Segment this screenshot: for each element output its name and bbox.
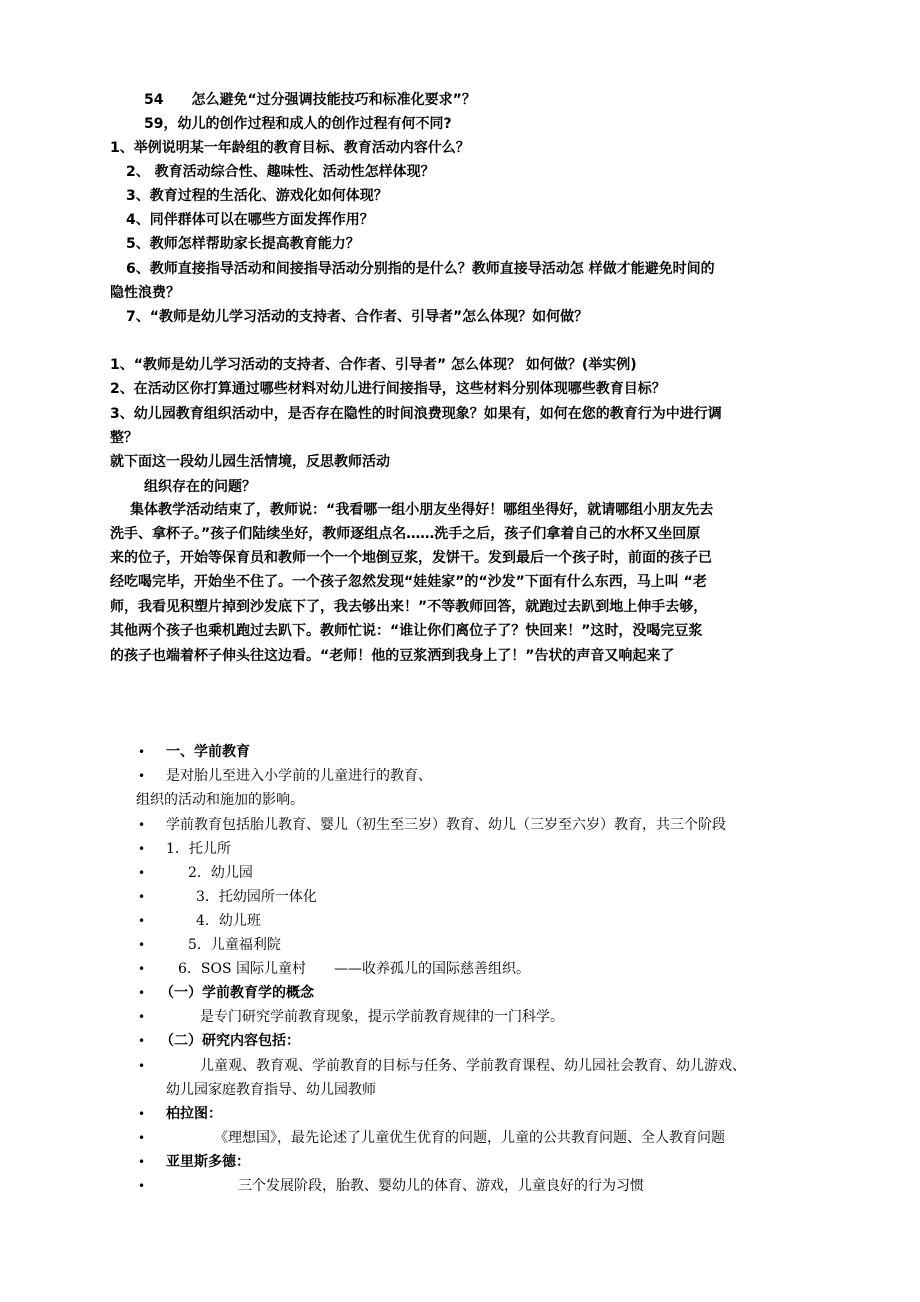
heading-research-content: （二）研究内容包括： xyxy=(160,1033,300,1049)
aristotle-text: 三个发展阶段，胎教、婴幼儿的体育、游戏，儿童良好的行为习惯 xyxy=(238,1178,644,1194)
definition-line-2: 组织的活动和施加的影响。 xyxy=(136,792,304,808)
question-a3: 3、教育过程的生活化、游戏化如何体现？ xyxy=(126,188,388,204)
definition-line-1: 是对胎儿至进入小学前的儿童进行的教育、 xyxy=(166,768,432,784)
stages-text: 学前教育包括胎儿教育、婴儿（初生至三岁）教育、幼儿（三岁至六岁）教育，共三个阶段 xyxy=(166,817,726,833)
bullet: • xyxy=(138,914,146,928)
bullet: • xyxy=(138,842,146,856)
bullet: • xyxy=(138,1059,146,1073)
list-item: 1．托儿所 xyxy=(166,841,231,857)
heading-plato: 柏拉图： xyxy=(166,1106,222,1122)
bullet: • xyxy=(138,1107,146,1121)
scenario-intro: 就下面这一段幼儿园生活情境，反思教师活动 xyxy=(110,454,390,470)
list-item: 6．SOS 国际儿童村 ——收养孤儿的国际慈善组织。 xyxy=(178,961,531,977)
scenario-intro-cont: 组织存在的问题？ xyxy=(144,479,256,495)
research-content-line-1: 儿童观、教育观、学前教育的目标与任务、学前教育课程、幼儿园社会教育、幼儿游戏、 xyxy=(200,1058,746,1074)
bullet: • xyxy=(138,818,146,832)
story-line-4: 经吃喝完毕，开始坐不住了。一个孩子忽然发现“娃娃家”的“沙发”下面有什么东西，马上叫 “老 xyxy=(110,574,707,590)
list-item: 5．儿童福利院 xyxy=(188,937,281,953)
question-a5: 5、教师怎样帮助家长提高教育能力？ xyxy=(126,236,360,252)
story-line-3: 来的位子，开始等保育员和教师一个一个地倒豆浆，发饼干。发到最后一个孩子时，前面的孩子已 xyxy=(110,550,712,566)
bullet: • xyxy=(138,1155,146,1169)
bullet: • xyxy=(138,890,146,904)
story-line-1: 集体教学活动结束了，教师说：“我看哪一组小朋友坐得好！哪组坐得好，就请哪组小朋友先去 xyxy=(130,502,714,518)
heading-concept: （一）学前教育学的概念 xyxy=(160,985,314,1001)
heading-preschool-education: 一、学前教育 xyxy=(166,744,250,760)
list-item: 3．托幼园所一体化 xyxy=(196,889,317,905)
question-b3: 3、幼儿园教育组织活动中，是否存在隐性的时间浪费现象？如果有，如何在您的教育行为中进行调 xyxy=(110,406,722,422)
bullet: • xyxy=(138,769,146,783)
story-line-5: 师，我看见积塑片掉到沙发底下了，我去够出来！”不等教师回答，就跑过去趴到地上伸手去够， xyxy=(110,599,708,615)
concept-text: 是专门研究学前教育现象，提示学前教育规律的一门科学。 xyxy=(200,1009,564,1025)
question-a6-cont: 隐性浪费？ xyxy=(110,285,180,301)
bullet: • xyxy=(138,962,146,976)
list-item: 2．幼儿园 xyxy=(188,865,253,881)
bullet: • xyxy=(138,1131,146,1145)
list-item: 4．幼儿班 xyxy=(196,913,261,929)
question-59: 59，幼儿的创作过程和成人的创作过程有何不同? xyxy=(144,116,452,132)
question-a1: 1、举例说明某一年龄组的教育目标、教育活动内容什么？ xyxy=(110,140,470,156)
story-line-2: 洗手、拿杯子。”孩子们陆续坐好，教师逐组点名……洗手之后，孩子们拿着自己的水杯又坐回原 xyxy=(110,526,701,542)
question-a4: 4、同伴群体可以在哪些方面发挥作用？ xyxy=(126,212,374,228)
bullet: • xyxy=(138,745,146,759)
question-b1: 1、“教师是幼儿学习活动的支持者、合作者、引导者” 怎么体现？ 如何做？(举实例) xyxy=(110,357,637,373)
story-line-7: 的孩子也端着杯子伸头往这边看。“老师！他的豆浆洒到我身上了！”告状的声音又响起来了 xyxy=(110,648,675,664)
plato-text: 《理想国》，最先论述了儿童优生优育的问题，儿童的公共教育问题、全人教育问题 xyxy=(214,1130,725,1146)
research-content-line-2: 幼儿园家庭教育指导、幼儿园教师 xyxy=(166,1082,376,1098)
story-line-6: 其他两个孩子也乘机跑过去趴下。教师忙说：“谁让你们离位子了？快回来！”这时，没喝完豆浆 xyxy=(110,623,703,639)
bullet: • xyxy=(138,866,146,880)
question-a7: 7、“教师是幼儿学习活动的支持者、合作者、引导者”怎么体现？如何做？ xyxy=(126,309,589,325)
question-b3-cont: 整？ xyxy=(110,430,138,446)
question-a2: 2、 教育活动综合性、趣味性、活动性怎样体现？ xyxy=(126,164,435,180)
heading-aristotle: 亚里斯多德： xyxy=(166,1154,250,1170)
bullet: • xyxy=(138,1179,146,1193)
bullet: • xyxy=(138,986,146,1000)
question-b2: 2、在活动区你打算通过哪些材料对幼儿进行间接指导，这些材料分别体现哪些教育目标？ xyxy=(110,381,666,397)
bullet: • xyxy=(138,1034,146,1048)
bullet: • xyxy=(138,938,146,952)
question-a6: 6、教师直接指导活动和间接指导活动分别指的是什么？教师直接导活动怎 样做才能避免时间的 xyxy=(126,261,715,277)
question-54: 54 怎么避免“过分强调技能技巧和标准化要求”？ xyxy=(144,92,476,108)
bullet: • xyxy=(138,1010,146,1024)
